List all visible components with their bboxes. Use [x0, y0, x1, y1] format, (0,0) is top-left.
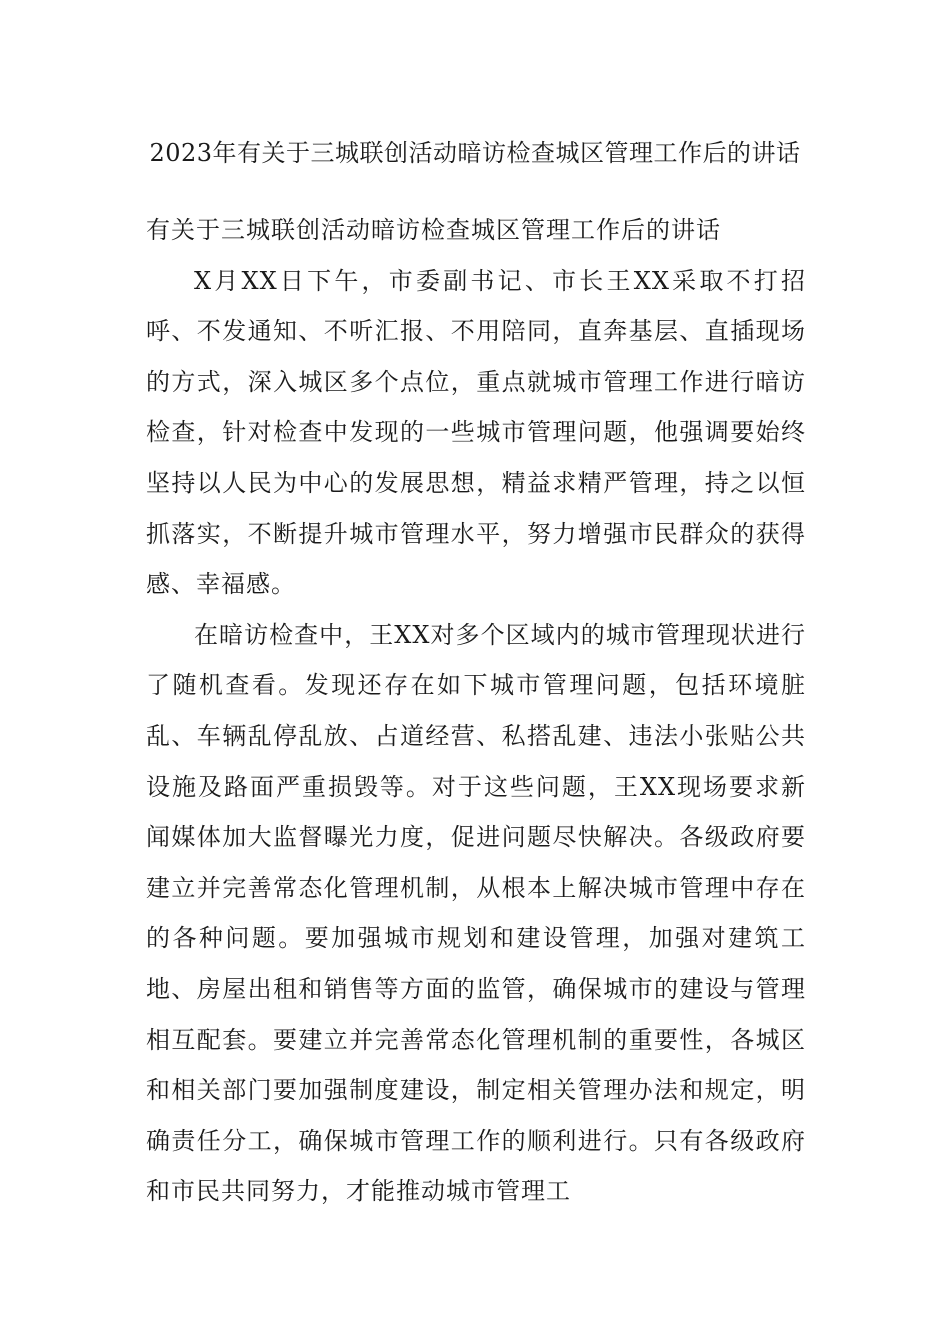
document-body	[146, 205, 806, 1217]
paragraph: 在暗访检查中，王XX对多个区域内的城市管理现状进行了随机查看。发现还存在如下城市管理问题，包括环境脏乱、车辆乱停乱放、占道经营、私搭乱建、违法小张贴公共设施及路面严重损毁等。对于这些问题，王XX现场要求新闻媒体加大监督曝光力度，促进问题尽快解决。各级政府要建立并完善常态化管理机制，从根本上解决城市管理中存在的各种问题。要加强城市规划和建设管理，加强对建筑工地、房屋出租和销售等方面的监管，确保城市的建设与管理相互配套。要建立并完善常态化管理机制的重要性，各城区和相关部门要加强制度建设，制定相关管理办法和规定，明确责任分工，确保城市管理工作的顺利进行。只有各级政府和市民共同努力，才能推动城市管理工	[146, 620, 806, 1206]
paragraph: X月XX日下午，市委副书记、市长王XX采取不打招呼、不发通知、不听汇报、不用陪同，直奔基层、直插现场的方式，深入城区多个点位，重点就城市管理工作进行暗访检查，针对检查中发现的一些城市管理问题，他强调要始终坚持以人民为中心的发展思想，精益求精严管理，持之以恒抓落实，不断提升城市管理水平，努力增强市民群众的获得感、幸福感。	[146, 266, 806, 599]
document-subtitle: 有关于三城联创活动暗访检查城区管理工作后的讲话	[146, 216, 721, 244]
document-title: 2023年有关于三城联创活动暗访检查城区管理工作后的讲话	[149, 139, 801, 167]
